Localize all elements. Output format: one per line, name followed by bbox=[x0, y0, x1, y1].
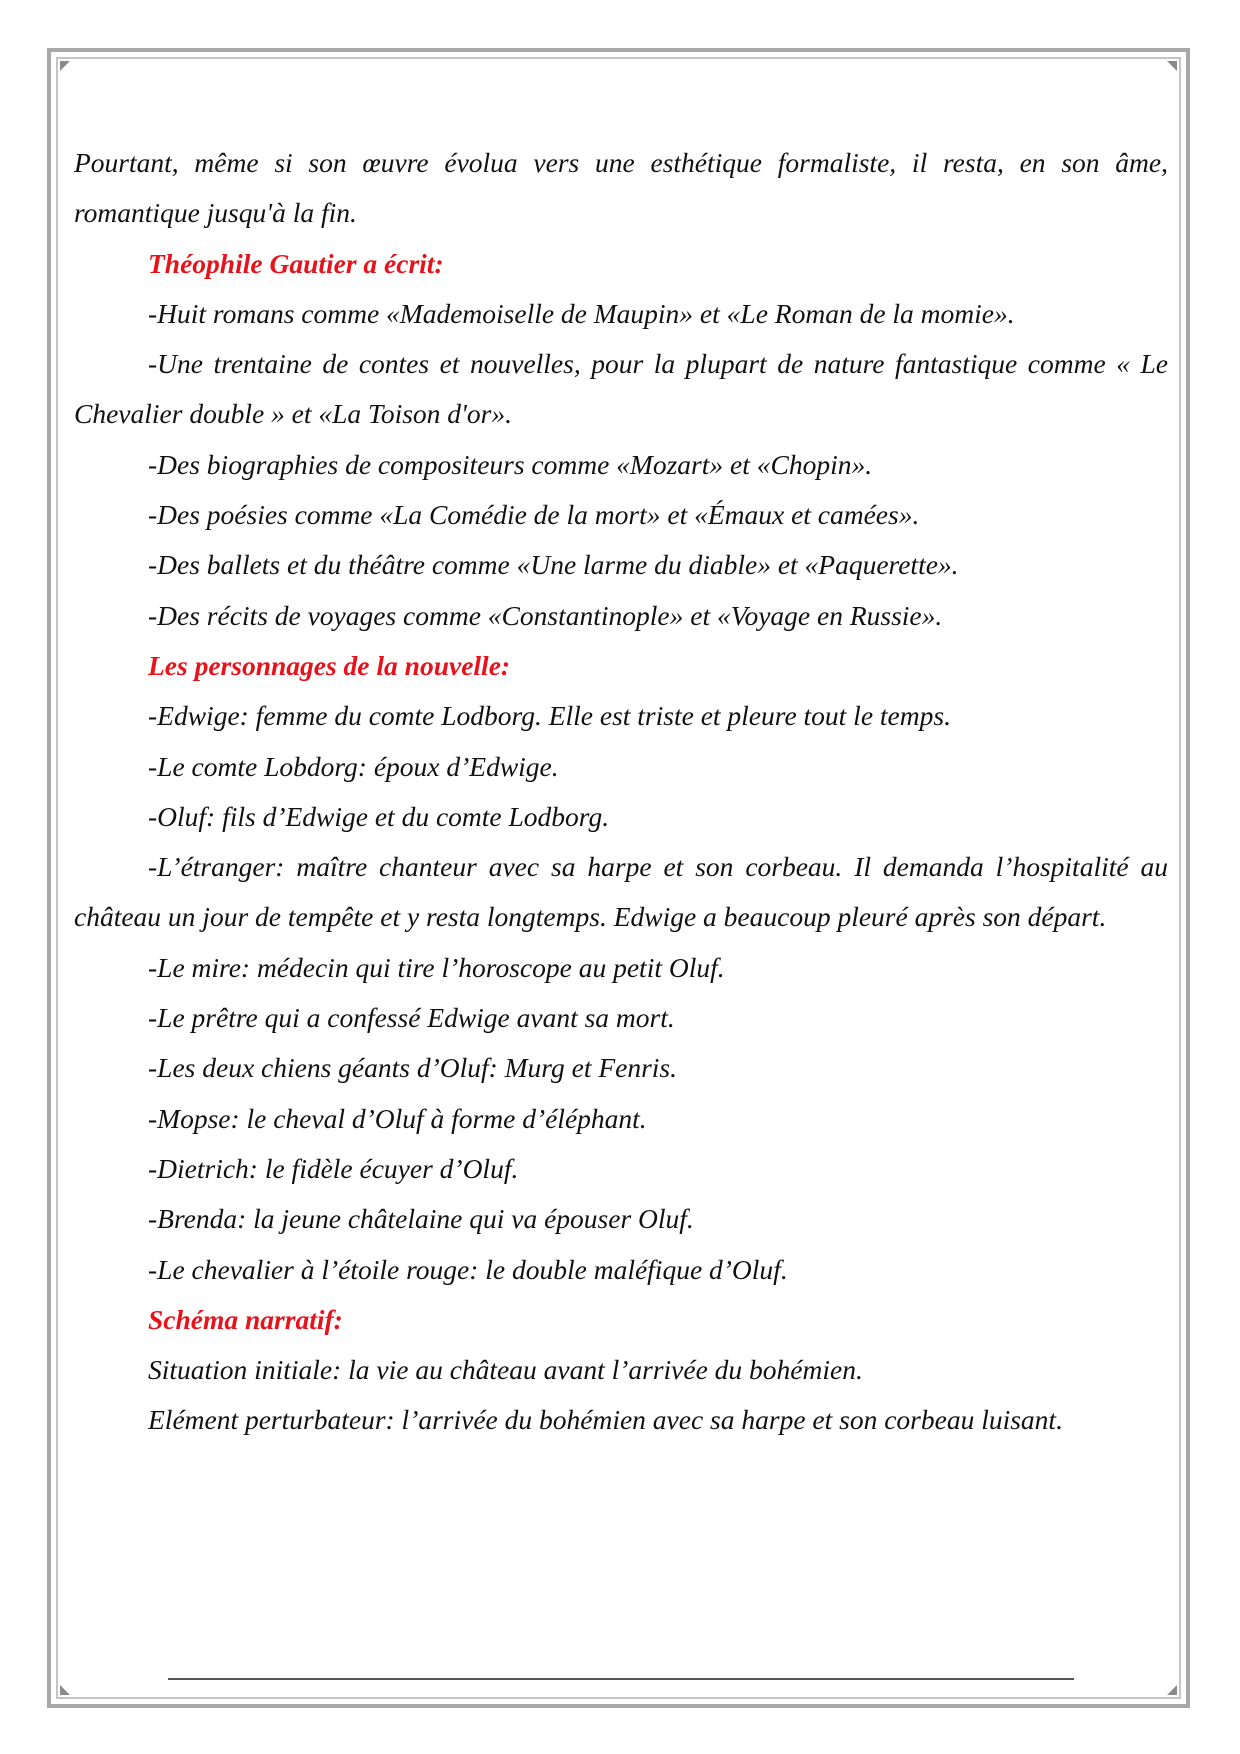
list-item: -Le chevalier à l’étoile rouge: le double maléfique d’Oluf. bbox=[148, 1253, 788, 1285]
list-item: -Brenda: la jeune châtelaine qui va épouser Oluf. bbox=[148, 1203, 694, 1235]
corner-ornament-top-left bbox=[60, 61, 70, 71]
list-item: -Le prêtre qui a confessé Edwige avant sa mort. bbox=[148, 1002, 675, 1034]
list-item: -L’étranger: maître chanteur avec sa harpe et son corbeau. Il demanda l’hospitalité au château un jour de tempête et y resta longtemps. Edwige a beaucoup pleuré après son départ. bbox=[74, 851, 1168, 933]
list-item: -Une trentaine de contes et nouvelles, pour la plupart de nature fantastique comme « Le Chevalier double » et «La Toison d'or». bbox=[74, 348, 1168, 430]
list-item: -Des ballets et du théâtre comme «Une larme du diable» et «Paquerette». bbox=[148, 549, 959, 581]
section-heading-narrative-scheme: Schéma narratif: bbox=[148, 1303, 343, 1335]
document-body bbox=[74, 138, 1168, 1446]
corner-ornament-top-right bbox=[1167, 61, 1177, 71]
list-item: -Dietrich: le fidèle écuyer d’Oluf. bbox=[148, 1152, 519, 1184]
list-item: -Les deux chiens géants d’Oluf: Murg et Fenris. bbox=[148, 1052, 678, 1084]
corner-ornament-bottom-left bbox=[60, 1685, 70, 1695]
intro-paragraph: Pourtant, même si son œuvre évolua vers une esthétique formaliste, il resta, en son âme, romantique jusqu'à la fin. bbox=[74, 147, 1168, 229]
section-heading-characters: Les personnages de la nouvelle: bbox=[148, 649, 511, 681]
list-item: -Edwige: femme du comte Lodborg. Elle est triste et pleure tout le temps. bbox=[148, 700, 951, 732]
list-item: -Mopse: le cheval d’Oluf à forme d’éléphant. bbox=[148, 1102, 647, 1134]
list-item: -Oluf: fils d’Edwige et du comte Lodborg. bbox=[148, 800, 610, 832]
corner-ornament-bottom-right bbox=[1167, 1685, 1177, 1695]
footer-divider bbox=[168, 1678, 1074, 1680]
list-item: Situation initiale: la vie au château avant l’arrivée du bohémien. bbox=[148, 1354, 863, 1386]
list-item: -Huit romans comme «Mademoiselle de Maupin» et «Le Roman de la momie». bbox=[148, 297, 1015, 329]
list-item: -Des biographies de compositeurs comme «Mozart» et «Chopin». bbox=[148, 448, 873, 480]
list-item: Elément perturbateur: l’arrivée du bohémien avec sa harpe et son corbeau luisant. bbox=[148, 1404, 1063, 1436]
list-item: -Le comte Lobdorg: époux d’Edwige. bbox=[148, 750, 559, 782]
list-item: -Le mire: médecin qui tire l’horoscope au petit Oluf. bbox=[148, 951, 725, 983]
section-heading-works: Théophile Gautier a écrit: bbox=[148, 247, 444, 279]
list-item: -Des récits de voyages comme «Constantinople» et «Voyage en Russie». bbox=[148, 599, 943, 631]
list-item: -Des poésies comme «La Comédie de la mort» et «Émaux et camées». bbox=[148, 499, 920, 531]
